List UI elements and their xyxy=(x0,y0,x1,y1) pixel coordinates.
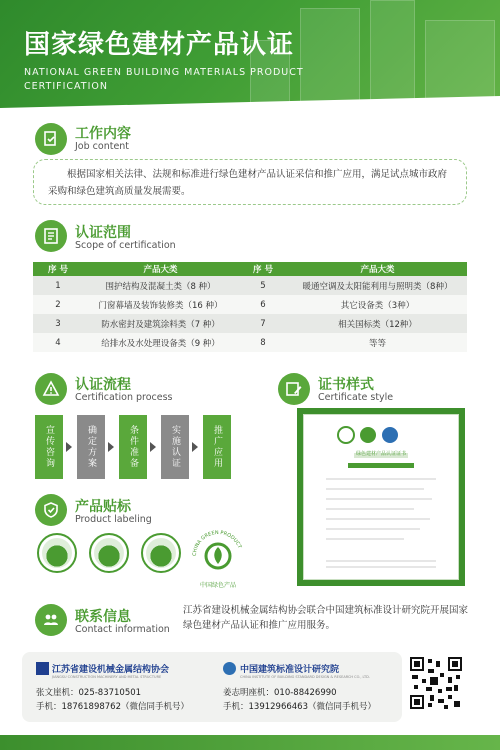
header-banner xyxy=(0,0,500,108)
column-header: 产品大类 xyxy=(83,262,238,276)
section-title-scope: 认证范围 xyxy=(75,225,131,241)
org1-name-en: JIANGSU CONSTRUCTION MACHINERY AND METAL STRUCTURE xyxy=(52,675,162,679)
section-subtitle-scope: Scope of certification xyxy=(75,240,176,251)
green-product-label xyxy=(37,533,77,573)
table-cell: 6 xyxy=(238,295,288,314)
table-row xyxy=(33,314,467,333)
org1-phone: 手机：18761898762（微信同手机号） xyxy=(36,702,189,712)
table-header-row xyxy=(33,262,467,276)
certificate-heading: 绿色建材产品认证证书 xyxy=(355,451,406,457)
certificate-paper xyxy=(303,414,459,580)
section-title-contact: 联系信息 xyxy=(75,609,131,625)
certificate-image xyxy=(297,408,465,586)
table-cell: 2 xyxy=(33,295,83,314)
table-cell: 防水密封及建筑涂料类（7 种） xyxy=(83,314,238,333)
certificate-graphic xyxy=(304,415,458,579)
table-cell: 其它设备类（3种） xyxy=(288,295,467,314)
section-subtitle-contact: Contact information xyxy=(75,624,170,635)
table-cell: 5 xyxy=(238,276,288,295)
scope-table xyxy=(33,262,467,352)
section-subtitle-process: Certification process xyxy=(75,392,173,403)
green-product-label xyxy=(89,533,129,573)
people-icon xyxy=(35,604,67,636)
logo-ring-text: CHINA GREEN PRODUCT xyxy=(191,529,243,557)
table-cell: 门窗幕墙及装饰装修类（16 种） xyxy=(83,295,238,314)
china-green-product-logo xyxy=(190,528,246,589)
building-decoration xyxy=(370,0,415,108)
warning-triangle-icon xyxy=(35,373,67,405)
table-cell: 8 xyxy=(238,333,288,352)
table-cell: 暖通空调及太阳能利用与照明类（8种） xyxy=(288,276,467,295)
building-decoration xyxy=(425,20,495,108)
table-cell: 1 xyxy=(33,276,83,295)
logo-caption: 中国绿色产品 xyxy=(199,582,236,589)
arrow-right-icon xyxy=(66,442,72,452)
certificate-edit-icon xyxy=(278,373,310,405)
org1-contact: 张文崖机：025-83710501 xyxy=(36,688,142,698)
column-header: 产品大类 xyxy=(288,262,467,276)
process-step: 推广应用 xyxy=(203,415,231,479)
green-product-label xyxy=(141,533,181,573)
contact-description: 江苏省建设机械金属结构协会联合中国建筑标准设计研究院开展国家绿色建材产品认证和推广应用服务。 xyxy=(183,605,469,631)
arrow-right-icon xyxy=(150,442,156,452)
section-title-job: 工作内容 xyxy=(75,126,131,142)
org2-phone: 手机：13912966463（微信同手机号） xyxy=(223,702,376,712)
arrow-right-icon xyxy=(192,442,198,452)
column-header: 序 号 xyxy=(238,262,288,276)
org2-contact: 姜志明座机：010-88426990 xyxy=(223,688,337,698)
page-subtitle: NATIONAL GREEN BUILDING MATERIALS PRODUCT CERTIFICATION xyxy=(24,67,304,92)
org1-name: 江苏省建设机械金属结构协会 xyxy=(52,665,170,675)
qr-code[interactable] xyxy=(410,657,462,709)
footer-bar xyxy=(0,735,500,750)
section-title-certificate: 证书样式 xyxy=(318,377,374,393)
section-subtitle-job: Job content xyxy=(75,141,130,152)
column-header: 序 号 xyxy=(33,262,83,276)
process-step: 宣传咨询 xyxy=(35,415,63,479)
job-content-box: 根据国家相关法律、法规和标准进行绿色建材产品认证采信和推广应用，满足试点城市政府采购和绿色建筑高质量发展需要。 xyxy=(33,159,467,205)
org2-name-en: CHINA INSTITUTE OF BUILDING STANDARD DESIGN & RESEARCH CO., LTD. xyxy=(240,675,370,679)
table-cell: 给排水及水处理设备类（9 种） xyxy=(83,333,238,352)
process-step: 确定方案 xyxy=(77,415,105,479)
process-step: 实施认证 xyxy=(161,415,189,479)
table-cell: 3 xyxy=(33,314,83,333)
table-cell: 7 xyxy=(238,314,288,333)
table-cell: 围护结构及混凝土类（8 种） xyxy=(83,276,238,295)
page-title: 国家绿色建材产品认证 xyxy=(24,30,295,60)
document-check-icon xyxy=(35,123,67,155)
arrow-right-icon xyxy=(108,442,114,452)
table-cell: 相关国标类（12种） xyxy=(288,314,467,333)
process-step: 条件准备 xyxy=(119,415,147,479)
association-logo xyxy=(36,662,49,675)
shield-check-icon xyxy=(35,494,67,526)
section-title-labeling: 产品贴标 xyxy=(75,499,131,515)
table-row xyxy=(33,276,467,295)
section-title-process: 认证流程 xyxy=(75,377,131,393)
table-row xyxy=(33,333,467,352)
table-cell: 4 xyxy=(33,333,83,352)
table-row xyxy=(33,295,467,314)
section-subtitle-certificate: Certificate style xyxy=(318,392,394,403)
org2-name: 中国建筑标准设计研究院 xyxy=(240,665,340,675)
institute-logo xyxy=(223,662,236,675)
document-list-icon xyxy=(35,220,67,252)
table-cell: 等等 xyxy=(288,333,467,352)
section-subtitle-labeling: Product labeling xyxy=(75,514,152,525)
